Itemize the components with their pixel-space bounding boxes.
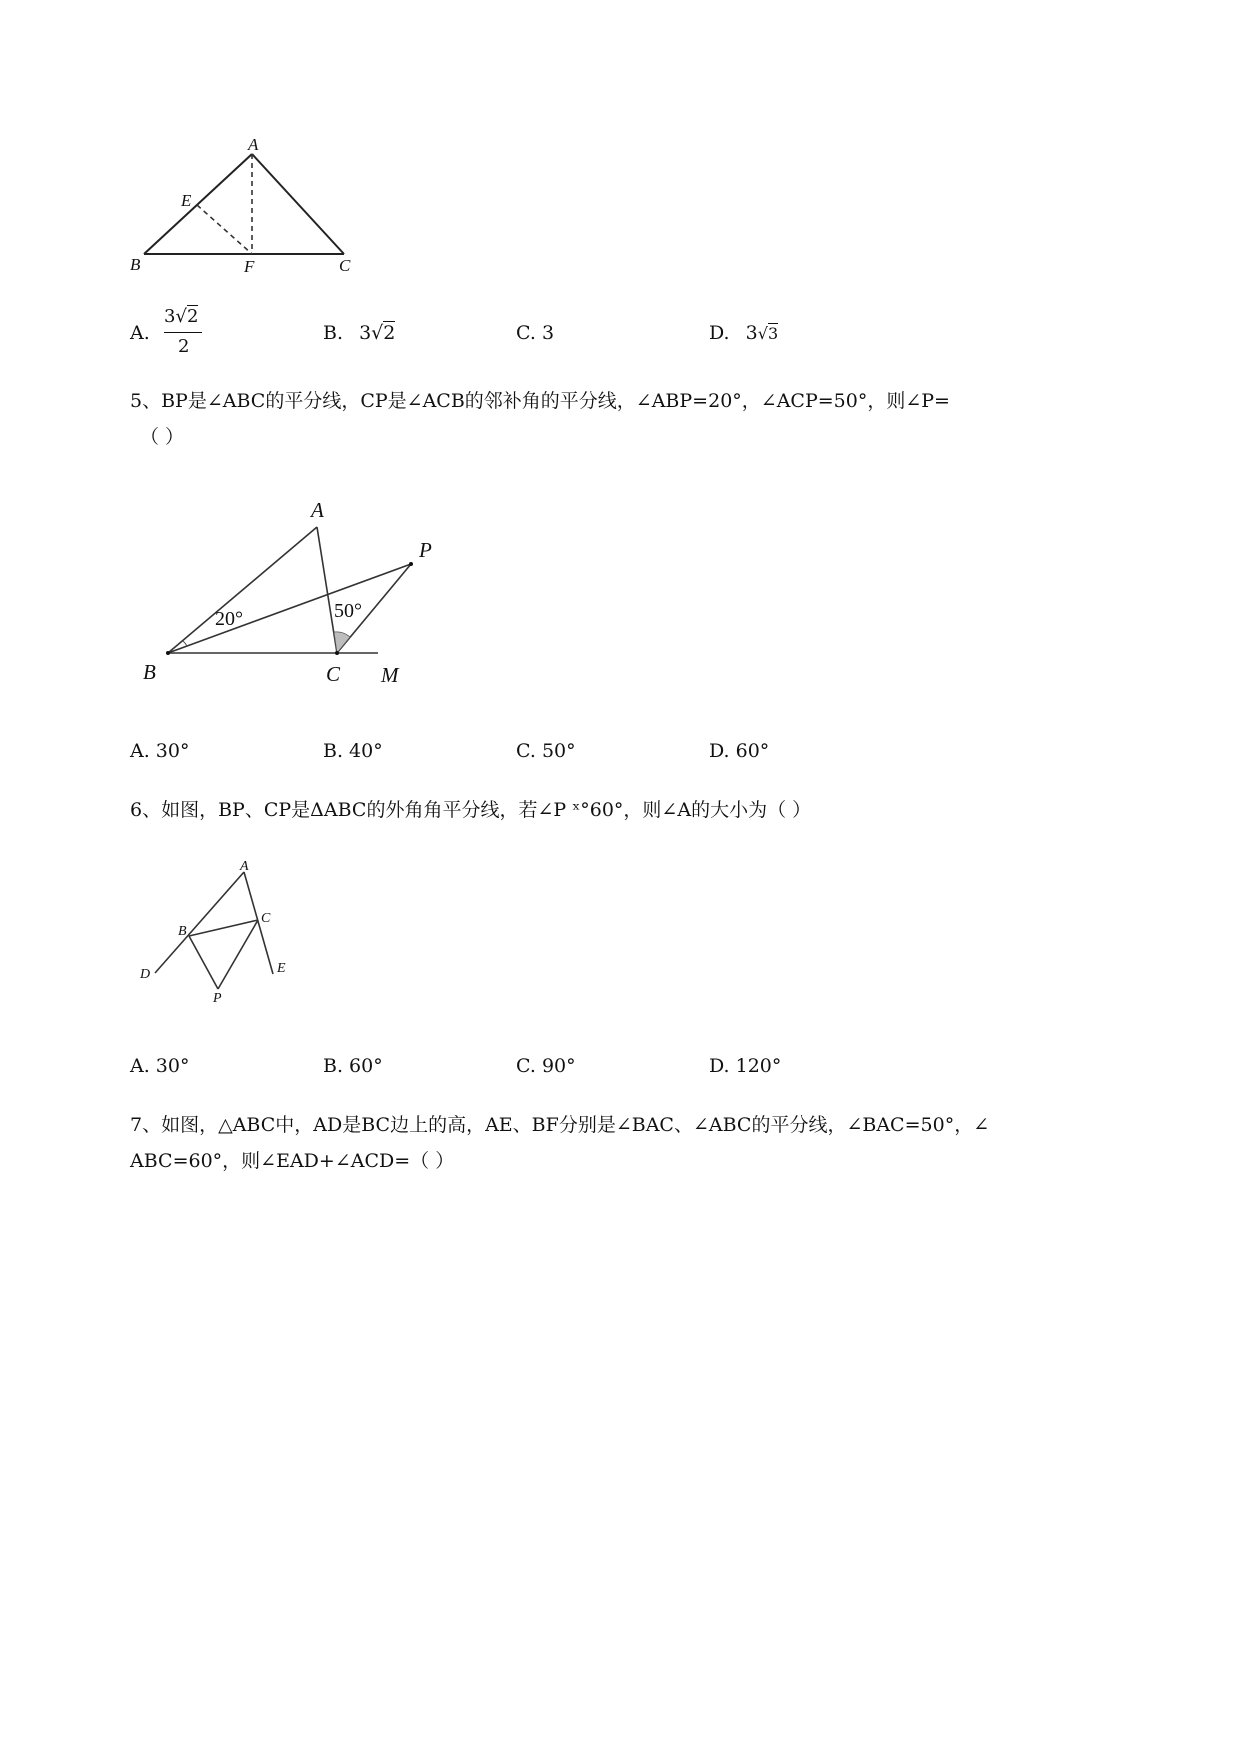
angle-shade-c — [334, 632, 350, 653]
triangle-figure-q4 — [128, 132, 368, 282]
dashed-ef — [197, 205, 252, 254]
label-a: A — [240, 860, 249, 874]
fraction-bar — [164, 332, 202, 333]
angle-arc-b — [183, 641, 187, 646]
sqrt-icon: √ — [175, 306, 187, 327]
question-7-text: 7、如图，△ABC中，AD是BC边上的高，AE、BF分别是∠BAC、∠ABC的平分线，∠BAC=50°，∠ — [130, 1114, 990, 1136]
line-cp — [218, 920, 258, 989]
side-ba — [168, 527, 317, 653]
label-a: A — [311, 498, 324, 522]
label-e: E — [277, 961, 286, 976]
option-b-radicand: 2 — [383, 322, 396, 344]
option-d-q4 — [709, 324, 778, 343]
option-c-q4 — [516, 324, 554, 343]
label-f: F — [244, 257, 255, 276]
sqrt-icon: √ — [757, 324, 768, 343]
label-c: C — [339, 256, 351, 275]
numerator-coef: 3 — [164, 306, 176, 327]
side-ab — [144, 154, 252, 254]
option-b-coef: 3 — [359, 322, 372, 344]
option-b-q5: B. 40° — [323, 740, 383, 762]
line-bp — [189, 936, 218, 989]
option-c-text: C. 3 — [516, 322, 555, 344]
question-5-answer-blank: （ ） — [140, 426, 185, 448]
label-p: P — [419, 538, 432, 562]
option-b-prefix: B. — [323, 322, 344, 344]
point-b — [166, 651, 170, 655]
label-b: B — [143, 660, 156, 684]
question-6-text: 6、如图，BP、CP是ΔABC的外角角平分线，若∠P ˣ°60°，则∠A的大小为（ ） — [130, 799, 812, 821]
label-c: C — [261, 911, 271, 926]
fraction-3sqrt2-over-2 — [164, 306, 224, 357]
option-b-q4 — [323, 324, 395, 343]
option-b-q6: B. 60° — [323, 1055, 383, 1077]
option-a-q6: A. 30° — [130, 1055, 190, 1077]
label-p: P — [213, 991, 222, 1006]
label-b: B — [178, 924, 187, 939]
sqrt-icon: √ — [371, 322, 384, 344]
label-c: C — [326, 662, 341, 686]
side-ac — [252, 154, 344, 254]
line-ad — [155, 872, 244, 973]
option-d-q6: D. 120° — [709, 1055, 782, 1077]
question-7-text-continued: ABC=60°，则∠EAD+∠ACD=（ ） — [130, 1150, 455, 1172]
label-a: A — [248, 135, 259, 154]
exterior-angle-figure-q6 — [130, 860, 310, 1010]
option-d-prefix: D. — [709, 322, 730, 344]
angle-label-20: 20° — [215, 608, 243, 630]
option-c-q6: C. 90° — [516, 1055, 576, 1077]
fraction-numerator — [164, 308, 198, 326]
label-m: M — [381, 663, 399, 687]
option-d-coef: 3 — [745, 322, 758, 344]
label-d: D — [140, 967, 151, 982]
option-c-q5: C. 50° — [516, 740, 576, 762]
angle-label-50: 50° — [334, 600, 362, 622]
label-e: E — [181, 191, 192, 210]
option-a-prefix: A. — [130, 322, 150, 344]
angle-figure-q5 — [135, 495, 455, 695]
option-d-radicand: 3 — [767, 324, 779, 343]
question-5-text: 5、BP是∠ABC的平分线，CP是∠ACB的邻补角的平分线，∠ABP=20°，∠ACP=50°，则∠P= — [130, 390, 950, 412]
label-b: B — [130, 255, 141, 274]
option-d-q5: D. 60° — [709, 740, 770, 762]
point-p — [409, 562, 413, 566]
point-c — [335, 651, 339, 655]
fraction-denominator: 2 — [178, 336, 190, 357]
option-a-q5: A. 30° — [130, 740, 190, 762]
numerator-radicand: 2 — [186, 306, 199, 327]
